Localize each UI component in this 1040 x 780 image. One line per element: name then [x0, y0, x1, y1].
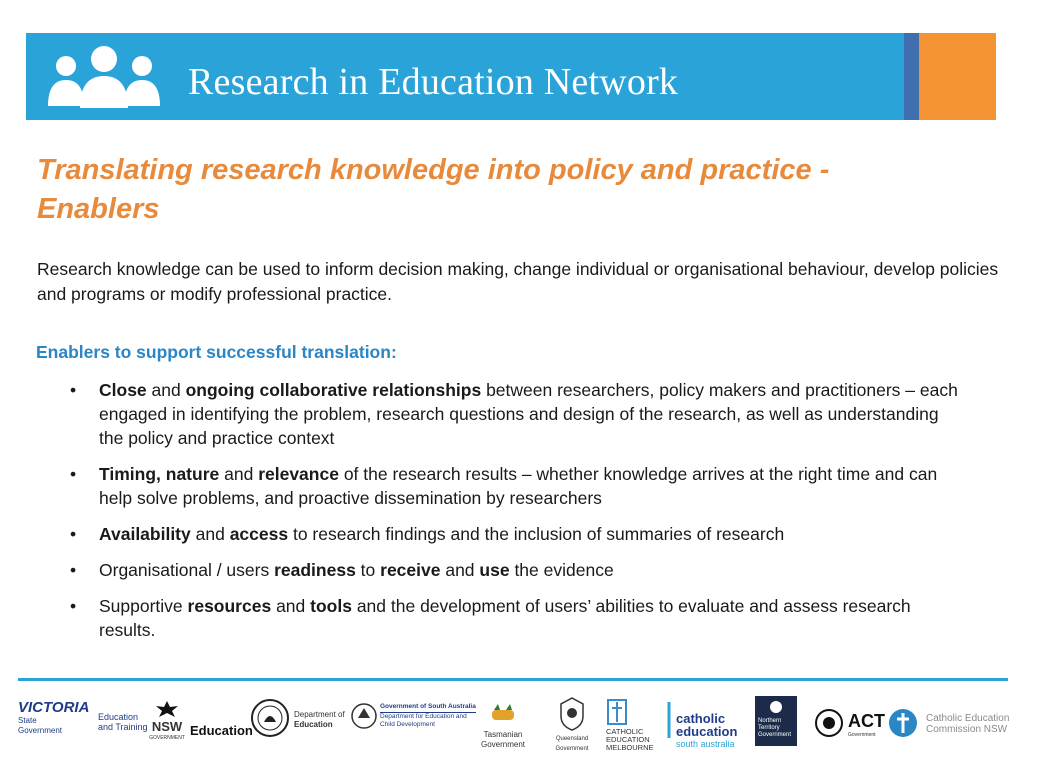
enabler-bold-text: resources [187, 596, 272, 616]
enabler-bold-text: use [479, 560, 510, 580]
act-logo-sub: Government [848, 732, 876, 738]
enabler-text: the evidence [509, 560, 614, 580]
bullet-icon: • [70, 524, 77, 544]
intro-paragraph: Research knowledge can be used to inform decision making, change individual or organisational behaviour, develop policies and programs or modify professional practice. [37, 259, 999, 304]
sa-line1: Government of South Australia [380, 703, 476, 710]
enabler-bold-text: Close [99, 380, 147, 400]
banner-orange-block [919, 33, 996, 120]
qld-line2: Government [555, 746, 589, 752]
ce-sa-line1: catholic [676, 711, 726, 726]
nsw-department-label: Education [190, 723, 253, 738]
queensland-crest-icon [555, 696, 589, 732]
cec-nsw-line1: Catholic Education [926, 713, 1010, 724]
wa-department-label [294, 710, 345, 730]
nt-crest-icon [767, 699, 785, 715]
enabler-bold-text: tools [310, 596, 352, 616]
enabler-text: Organisational / users [99, 560, 275, 580]
bullet-icon: • [70, 464, 77, 484]
ce-melb-line2: EDUCATION [606, 735, 650, 744]
enablers-list [62, 378, 962, 654]
victoria-logo-sub2: Government [18, 726, 63, 735]
ce-melbourne-icon [606, 696, 628, 726]
enablers-subheading: Enablers to support successful translation: [36, 342, 397, 362]
wa-crest-icon [250, 696, 290, 740]
victoria-logo-text: VICTORIA [18, 699, 90, 716]
cec-nsw-line2: Commission NSW [926, 724, 1008, 735]
wa-dept-line1: Department of [294, 710, 345, 719]
victoria-government-logo [18, 700, 88, 736]
act-logo-text: ACT [848, 711, 885, 731]
enabler-text: between researchers, policy makers and practitioners – each engaged in identifying the problem, research questions and design of the research, as well as understanding the policy and practice context [99, 380, 958, 448]
enabler-text: and [219, 464, 259, 484]
enabler-bold-text: ongoing collaborative relationships [185, 380, 482, 400]
nt-line2: Territory [758, 725, 780, 731]
enabler-text: and [271, 596, 311, 616]
enabler-bold-text: readiness [274, 560, 356, 580]
enabler-bold-text: Timing, nature [99, 464, 220, 484]
sa-department-label [380, 703, 476, 729]
waratah-icon [154, 700, 180, 718]
enabler-item [62, 378, 962, 450]
banner-stripe [904, 33, 919, 120]
enabler-text: and [440, 560, 480, 580]
act-government-logo [848, 712, 885, 740]
ce-sa-cross-icon [664, 700, 674, 740]
queensland-government-logo [548, 696, 596, 754]
tasmanian-tiger-icon [488, 698, 518, 728]
enabler-bold-text: receive [380, 560, 441, 580]
wa-dept-line2: Education [294, 720, 333, 729]
tas-line1: Tasmanian [483, 730, 523, 739]
ce-sa-line2: education [676, 724, 738, 739]
page-title-line-1: Translating research knowledge into policy and practice - [37, 154, 830, 186]
bullet-icon: • [70, 560, 77, 580]
victoria-department-label [98, 712, 148, 732]
enabler-text: and [190, 524, 230, 544]
cec-nsw-cross-icon [888, 708, 918, 738]
page-title [37, 151, 997, 229]
enabler-bold-text: access [229, 524, 289, 544]
ce-melb-line1: CATHOLIC [606, 727, 644, 736]
qld-line1: Queensland [555, 736, 589, 742]
enabler-bold-text: Availability [99, 524, 191, 544]
victoria-logo-sub1: State [18, 716, 37, 725]
tas-line2: Government [480, 740, 526, 749]
enabler-text: Supportive [99, 596, 188, 616]
footer-divider [18, 678, 1008, 681]
bullet-icon: • [70, 380, 77, 400]
people-group-icon [44, 42, 164, 110]
ce-melb-line3: MELBOURNE [606, 743, 654, 752]
cec-nsw-logo [926, 713, 1009, 735]
enabler-bold-text: relevance [258, 464, 339, 484]
nsw-logo-sub: GOVERNMENT [149, 735, 185, 741]
tasmanian-government-logo [478, 698, 528, 750]
nsw-government-logo [147, 700, 187, 743]
enabler-text: and the development of users’ abilities to evaluate and assess research results. [99, 596, 911, 640]
nt-line3: Government [758, 732, 792, 738]
enabler-item [62, 462, 962, 510]
enabler-item [62, 522, 962, 546]
bullet-icon: • [70, 596, 77, 616]
banner-title: Research in Education Network [188, 61, 679, 103]
sa-line2: Department for Education and [380, 712, 476, 721]
nsw-logo-text: NSW [151, 719, 183, 734]
catholic-education-melbourne-logo [606, 696, 662, 752]
act-crest-icon [814, 708, 844, 738]
enabler-text: to research findings and the inclusion of summaries of research [288, 524, 785, 544]
enabler-item [62, 558, 962, 582]
sa-crest-icon [350, 700, 378, 732]
victoria-dept-line2: and Training [98, 722, 148, 732]
sa-line3: Child Development [380, 721, 435, 728]
page-title-line-2: Enablers [37, 193, 160, 225]
enabler-text: of the research results – whether knowledge arrives at the right time and can help solve problems, and proactive dissemination by researchers [99, 464, 938, 508]
enabler-text: to [355, 560, 381, 580]
nt-line1: Northern [758, 718, 782, 724]
enabler-item [62, 594, 962, 642]
northern-territory-government-logo [755, 696, 797, 746]
ce-sa-line3: south australia [676, 739, 735, 749]
enabler-text: and [146, 380, 186, 400]
victoria-dept-line1: Education [98, 712, 139, 722]
